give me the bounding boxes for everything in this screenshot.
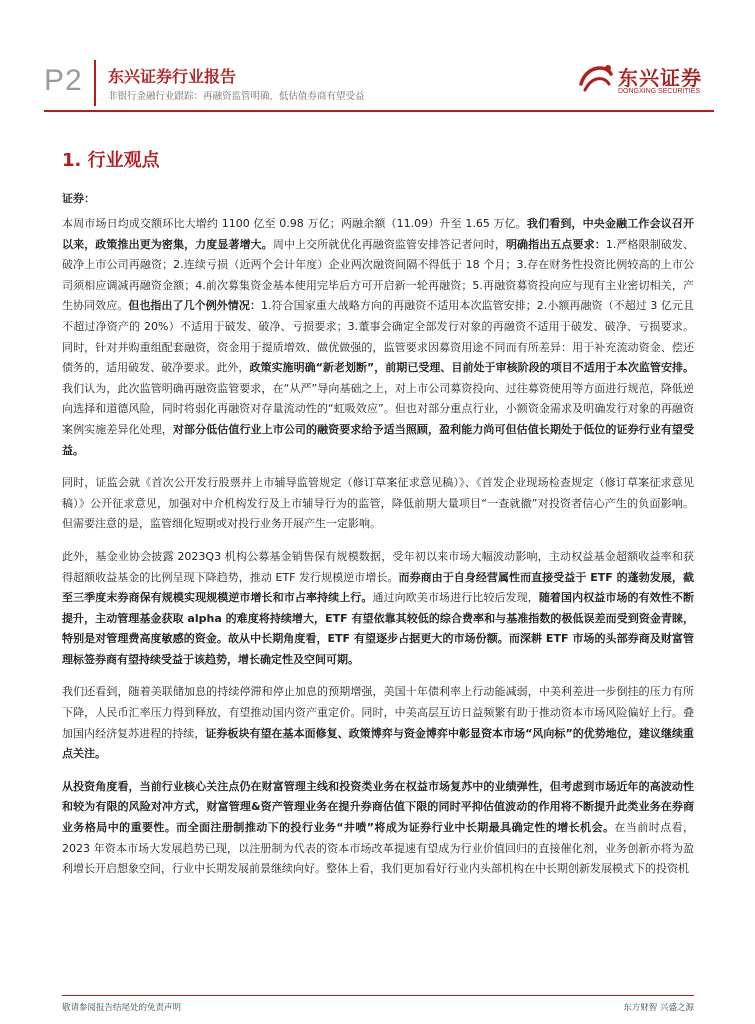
section-title: 1. 行业观点 [62, 150, 160, 171]
body-paragraph [62, 682, 694, 764]
body-text: 此外，基金业协会披露 2023Q3 机构公募基金销售保有规模数据，受年初以来市场大幅波动影响，主动权益基金超额收益率和获得超额收益基金的比例呈现下降趋势，推动 ETF 发行规模逆市增长。 [62, 549, 694, 584]
body-text: 周中上交所就优化再融资监管安排答记者问时， [272, 237, 506, 251]
emphasis-text: 政策实施明确“新老划断”，前期已受理、目前处于审核阶段的项目不适用于本次监管安排。 [249, 361, 694, 375]
body-paragraph [62, 214, 694, 461]
report-body [62, 190, 694, 892]
body-paragraph [62, 473, 694, 535]
body-text: 通过向欧美市场进行比较后发现， [372, 591, 539, 605]
header-rule [44, 110, 714, 112]
body-paragraph [62, 547, 694, 671]
emphasis-text: 随着国内权益市场的有效性不断提升，主动管理基金获取 alpha 的难度将持续增大，ETF 有望依靠其较低的综合费率和与基准指数的极低误差而受到资金青睐，特别是对管理费高度敏感的资金。故从中长期角度看，ETF 有望逐步占据更大的市场份额。而深耕 ETF 市场的头部券商及财富管理标签券商有望持续受益于该趋势，增长确定性及空间可期。 [62, 591, 695, 666]
footer-rule [62, 995, 694, 996]
emphasis-text: 对部分低估值行业上市公司的融资要求给予适当照顾，盈利能力尚可但估值长期处于低位的证券行业有望受益。 [62, 422, 695, 457]
emphasis-text: 证券板块有望在基本面修复、政策博弈与资金博弈中彰显资本市场“风向标”的优势地位，建议继续重点关注。 [62, 726, 694, 761]
page-number: P2 [44, 64, 83, 97]
header-divider [94, 60, 96, 106]
emphasis-text: 但也指出了几个例外情况： [128, 299, 261, 313]
body-text: 本周市场日均成交额环比大增约 1100 亿至 0.98 万亿；两融余额（11.09）升至 1.65 万亿。 [62, 217, 527, 230]
body-text: 同时，证监会就《首次公开发行股票并上市辅导监管规定（修订草案征求意见稿）》、《首发企业现场检查规定（修订草案征求意见稿）》公开征求意见，加强对中介机构发行及上市辅导行为的监管，降低前期大量项目“一查就撤”对投资者信心产生的负面影响。但需要注意的是，监管细化短期或对投行业务开展产生一定影响。 [62, 476, 694, 531]
disclaimer-note: 敬请参阅报告结尾处的免责声明 [62, 1003, 182, 1013]
logo-text-en: DONGXING SECURITIES [618, 88, 701, 95]
logo-mark-icon [578, 60, 614, 96]
emphasis-text: 明确指出五点要求： [505, 237, 606, 251]
body-text: 1.符合国家重大战略方向的再融资不适用本次监管安排；2.小额再融资（不超过 3 亿元且不超过净资产的 20%）不适用于破发、破净、亏损要求；3.董事会确定全部发行对象的再融资不适用于破发、破净、亏损要求。同时，针对并购重组配套融资，资金用于提质增效、做优做强的，监管要求因募资用途不同而有所差异：用于补充流动资金、偿还债务的，适用破发、破净要求。此外， [62, 299, 695, 375]
footer-slogan: 东方财智 兴盛之源 [623, 1003, 694, 1013]
company-logo [578, 60, 718, 104]
logo-text-cn: 东兴证券 [618, 66, 702, 90]
emphasis-text: 从投资角度看，当前行业核心关注点仍在财富管理主线和投资类业务在权益市场复苏中的业绩弹性，但考虑到市场近年的高波动性和较为有限的风险对冲方式，财富管理&资产管理业务在提升券商估值下限的同时平抑估值波动的作用将不断提升此类业务在券商业务格局中的重要性。而全面注册制推动下的投行业务“井喷”将成为证券行业中长期最具确定性的增长机会。 [62, 779, 694, 835]
body-text: 1.严格限制破发、破净上市公司再融资；2.连续亏损（近两个会计年度）企业两次融资间隔不得低于 18 个月；3.存在财务性投资比例较高的上市公司须相应调减再融资金额；4.前次募集资金基本使用完毕后方可开启新一轮再融资；5.再融资募资投向应与现有主业密切相关，产生协同效应。 [62, 237, 695, 313]
body-paragraph [62, 777, 694, 880]
emphasis-text: 而券商由于自身经营属性而直接受益于 ETF 的蓬勃发展，截至三季度末券商保有规模实现规模逆市增长和市占率持续上行。 [62, 570, 694, 605]
report-subtitle: 非银行金融行业跟踪：再融资监管明确，低估值券商有望受益 [108, 91, 365, 102]
emphasis-text: 我们看到，中央金融工作会议召开以来，政策推出更为密集，力度显著增大。 [62, 217, 694, 251]
body-text: 在当前时点看，2023 年资本市场大发展趋势已现，以注册制为代表的资本市场改革提速有望成为行业价值回归的直接催化剂，业务创新亦将为盈利增长开启想象空间，行业中长期发展前景继续向好。整体上看，我们更加看好行业内头部机构在中长期创新发展模式下的投资机 [62, 821, 694, 876]
report-name: 东兴证券行业报告 [108, 67, 237, 86]
page-header [0, 0, 755, 110]
paragraph-list [62, 214, 694, 880]
sector-label: 证券： [62, 192, 95, 205]
body-text: 我们认为，此次监管明确再融资监管要求，在“从严”导向基础之上，对上市公司募资投向、过往募资使用等方面进行规范，降低逆向选择和道德风险，同时将弱化再融资对存量流动性的“虹吸效应”。但也对部分重点行业，小额资金需求及明确发行对象的再融资案例实施差异化处理， [62, 381, 694, 436]
body-text: 我们还看到，随着美联储加息的持续停滞和停止加息的预期增强，美国十年债利率上行动能减弱，中美利差进一步倒挂的压力有所下降，人民币汇率压力得到释放，有望推动国内资产重定价。同时，中美高层互访日益频繁有助于推动资本市场风险偏好上行。叠加国内经济复苏进程的持续， [62, 685, 694, 740]
